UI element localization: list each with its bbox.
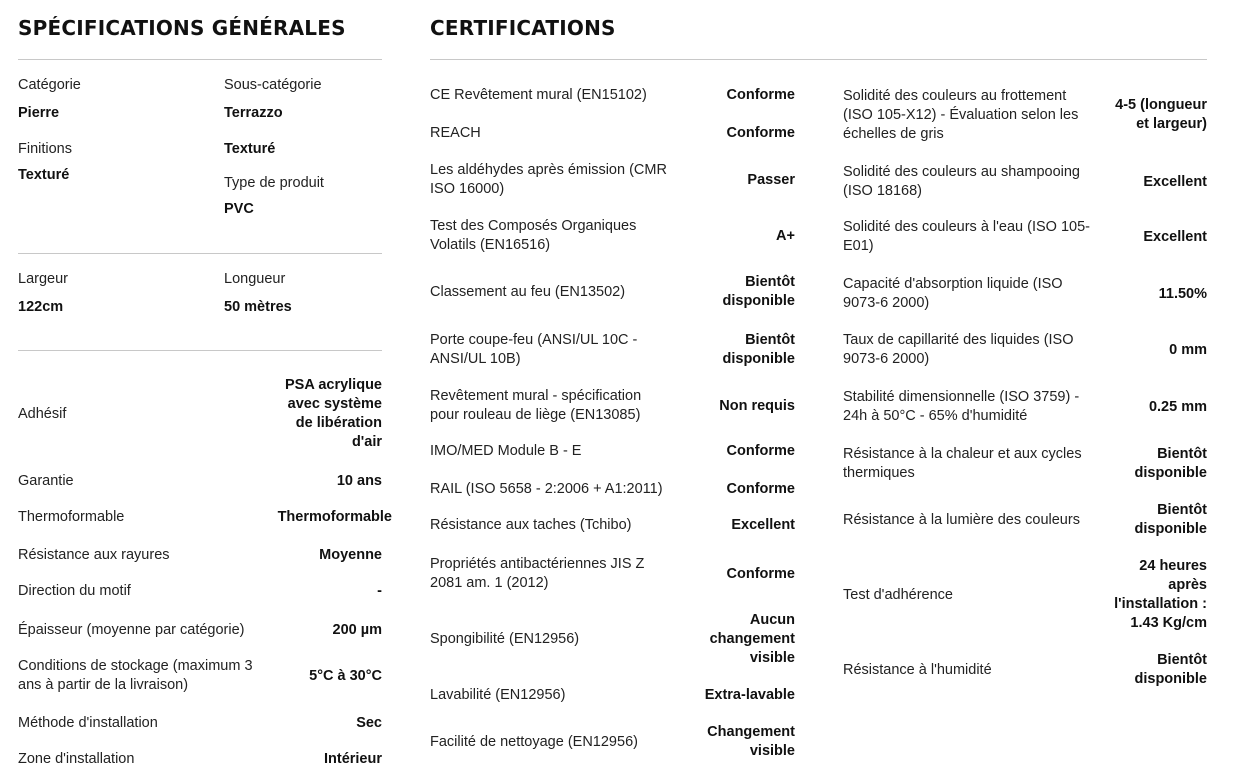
spec-label: Adhésif — [18, 405, 67, 422]
spec-label: Résistance aux rayures — [18, 547, 170, 563]
cert-row — [843, 86, 1207, 144]
cert-value: Conforme — [726, 481, 795, 497]
cert-label: Solidité des couleurs à l'eau (ISO 105-E01) — [843, 219, 1090, 254]
cert-label: Résistance à la chaleur et aux cycles thermiques — [843, 446, 1082, 481]
cert-row — [430, 442, 795, 461]
cert-row — [430, 330, 795, 370]
cert-label: Capacité d'absorption liquide (ISO 9073-6 2000) — [843, 276, 1063, 311]
cert-value: Bientôt disponible — [1134, 652, 1207, 687]
cert-value: Aucun changement visible — [709, 611, 795, 666]
spec-row-thermoformable — [18, 508, 392, 527]
souscategorie-value: Terrazzo — [224, 105, 283, 121]
cert-row — [843, 217, 1207, 257]
cert-row — [843, 556, 1207, 634]
longueur-value: 50 mètres — [224, 299, 292, 315]
finitions-label: Finitions — [18, 141, 72, 157]
spec-value: - — [377, 583, 382, 599]
spec-label: Thermoformable — [18, 509, 125, 525]
cert-value: Conforme — [726, 87, 795, 103]
cert-row — [843, 650, 1207, 690]
cert-row — [430, 160, 795, 200]
categorie-label: Catégorie — [18, 77, 81, 93]
spec-label: Direction du motif — [18, 583, 131, 599]
spec-value: Moyenne — [319, 547, 382, 563]
cert-value: Changement visible — [707, 724, 795, 759]
cert-row — [430, 386, 795, 426]
cert-row — [430, 686, 795, 705]
cert-row — [843, 162, 1207, 202]
categorie-value: Pierre — [18, 105, 60, 121]
certifications-section — [430, 0, 1210, 780]
cert-row — [843, 274, 1207, 314]
cert-value: Bientôt disponible — [1134, 502, 1207, 537]
cert-label: REACH — [430, 125, 481, 141]
cert-label: RAIL (ISO 5658 - 2:2006 + A1:2011) — [430, 481, 663, 497]
texture-value: Texturé — [18, 167, 70, 183]
spec-label: Méthode d'installation — [18, 715, 158, 731]
finitions-value: Texturé — [224, 141, 276, 157]
spec-label: Conditions de stockage (maximum 3 ans à partir de la livraison) — [18, 658, 253, 693]
cert-label: Résistance à la lumière des couleurs — [843, 511, 1080, 528]
cert-row — [843, 500, 1207, 540]
cert-row — [430, 722, 795, 762]
spec-label: Zone d'installation — [18, 751, 135, 767]
cert-value: 4-5 (longueur et largeur) — [1115, 97, 1207, 132]
cert-row — [430, 516, 795, 535]
cert-value: Excellent — [1143, 173, 1207, 190]
spec-row-adhesif — [18, 375, 382, 453]
type-produit-value: PVC — [224, 201, 254, 217]
cert-label: Revêtement mural - spécification pour rouleau de liège (EN13085) — [430, 388, 642, 423]
cert-label: Lavabilité (EN12956) — [430, 687, 566, 703]
cert-value: 24 heures après l'installation : 1.43 Kg/cm — [1114, 558, 1207, 631]
cert-label: Stabilité dimensionnelle (ISO 3759) - 24h à 50°C - 65% d'humidité — [843, 389, 1080, 424]
largeur-label: Largeur — [18, 271, 68, 287]
cert-label: Les aldéhydes après émission (CMR ISO 16000) — [430, 162, 667, 197]
cert-label: Résistance aux taches (Tchibo) — [430, 517, 632, 533]
general-specs-title: SPÉCIFICATIONS GÉNÉRALES — [18, 16, 346, 40]
cert-value: Bientôt disponible — [722, 274, 795, 309]
spec-row-garantie — [18, 472, 382, 491]
cert-label: IMO/MED Module B - E — [430, 443, 582, 459]
spec-row-stockage — [18, 656, 382, 696]
cert-value: Conforme — [726, 443, 795, 459]
cert-row — [430, 86, 795, 105]
divider — [18, 59, 382, 60]
spec-value: PSA acrylique avec système de libération d'air — [285, 377, 382, 450]
spec-value: Thermoformable — [277, 509, 392, 525]
cert-value: Non requis — [719, 397, 795, 414]
cert-row — [430, 124, 795, 143]
spec-row-rayures — [18, 546, 382, 565]
spec-value: 10 ans — [336, 473, 382, 489]
cert-label: Porte coupe-feu (ANSI/UL 10C - ANSI/UL 10B) — [430, 332, 638, 367]
cert-value: Conforme — [726, 125, 795, 141]
cert-label: Test d'adhérence — [843, 586, 953, 603]
cert-label: CE Revêtement mural (EN15102) — [430, 87, 647, 103]
cert-value: Excellent — [1143, 228, 1207, 245]
divider — [18, 253, 382, 254]
spec-value: Sec — [356, 715, 382, 731]
cert-value: Passer — [747, 171, 795, 188]
cert-row — [843, 330, 1207, 370]
spec-row-epaisseur — [18, 621, 382, 640]
cert-label: Résistance à l'humidité — [843, 661, 992, 678]
cert-label: Solidité des couleurs au shampooing (ISO 18168) — [843, 164, 1080, 199]
type-produit-label: Type de produit — [224, 175, 324, 191]
cert-label: Test des Composés Organiques Volatils (EN16516) — [430, 218, 637, 253]
spec-row-direction — [18, 582, 382, 601]
cert-value: Bientôt disponible — [1134, 446, 1207, 481]
cert-value: Conforme — [726, 565, 795, 582]
spec-label: Garantie — [18, 473, 74, 489]
cert-label: Spongibilité (EN12956) — [430, 630, 580, 647]
general-specs-section — [18, 0, 392, 780]
cert-row — [430, 216, 795, 256]
cert-row — [430, 610, 795, 668]
largeur-value: 122cm — [18, 299, 64, 315]
spec-row-installation-methode — [18, 714, 382, 733]
cert-value: 11.50% — [1158, 285, 1207, 302]
cert-value: 0.25 mm — [1148, 398, 1207, 415]
cert-label: Facilité de nettoyage (EN12956) — [430, 733, 638, 750]
cert-label: Classement au feu (EN13502) — [430, 283, 626, 300]
cert-row — [430, 554, 795, 594]
cert-row — [843, 387, 1207, 427]
cert-value: 0 mm — [1169, 341, 1207, 358]
divider — [430, 59, 1207, 60]
cert-row — [430, 480, 795, 499]
cert-label: Solidité des couleurs au frottement (ISO 105-X12) - Évaluation selon les échelles de gris — [843, 87, 1079, 142]
cert-value: Bientôt disponible — [722, 332, 795, 367]
certifications-title: CERTIFICATIONS — [430, 16, 616, 40]
spec-value: 200 µm — [332, 622, 382, 638]
spec-row-installation-zone — [18, 750, 382, 769]
cert-row — [843, 444, 1207, 484]
longueur-label: Longueur — [224, 271, 286, 287]
souscategorie-label: Sous-catégorie — [224, 77, 322, 93]
cert-value: A+ — [776, 227, 795, 244]
cert-row — [430, 272, 795, 312]
cert-value: Extra-lavable — [704, 687, 795, 703]
cert-label: Taux de capillarité des liquides (ISO 9073-6 2000) — [843, 332, 1074, 367]
cert-label: Propriétés antibactériennes JIS Z 2081 am. 1 (2012) — [430, 556, 645, 591]
spec-value: 5°C à 30°C — [309, 667, 382, 684]
spec-value: Intérieur — [323, 751, 382, 767]
divider — [18, 350, 382, 351]
spec-label: Épaisseur (moyenne par catégorie) — [18, 622, 245, 638]
cert-value: Excellent — [731, 517, 795, 533]
